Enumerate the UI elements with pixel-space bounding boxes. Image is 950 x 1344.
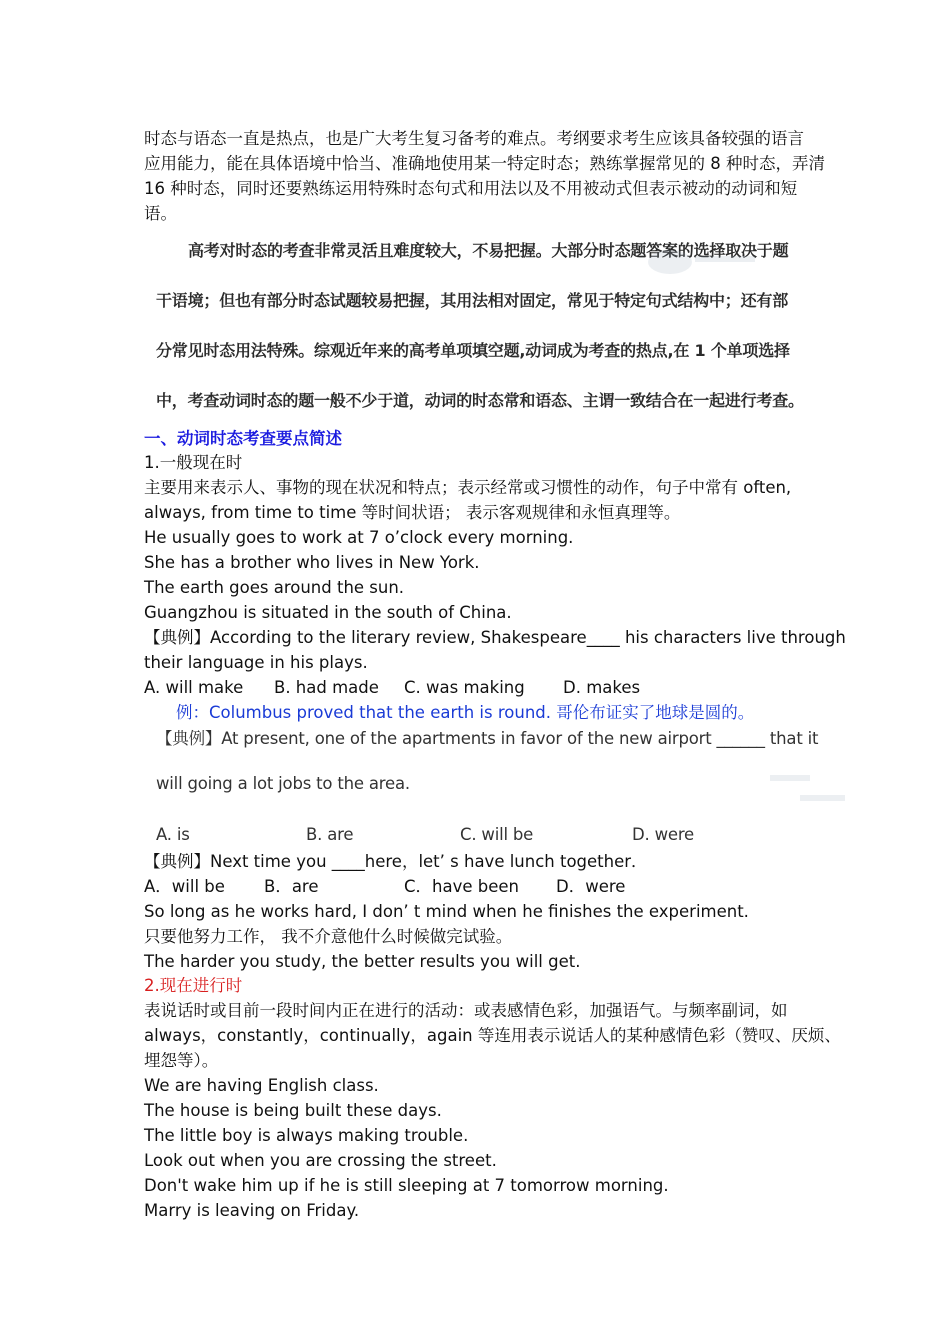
s1-example-6: The harder you study, the better results you will get. — [144, 952, 581, 971]
scan-option-b: B. are — [306, 825, 354, 844]
s2-example-4: Look out when you are crossing the street. — [144, 1151, 497, 1170]
question-3-option-d: D．were — [556, 877, 626, 896]
intro-line-2: 应用能力，能在具体语境中恰当、准确地使用某一特定时态；熟练掌握常见的 8 种时态，弄清 — [144, 154, 825, 173]
s2-example-5: Don't wake him up if he is still sleeping at 7 tomorrow morning. — [144, 1176, 669, 1195]
question-1-line-1: 【典例】According to the literary review, Shakespeare____ his characters live through — [144, 628, 846, 647]
intro-line-1: 时态与语态一直是热点，也是广大考生复习备考的难点。考纲要求考生应该具备较强的语言 — [144, 129, 804, 148]
s2-desc-line-2: always，constantly，continually，again 等连用表示说话人的某种感情色彩（赞叹、厌烦、 — [144, 1026, 841, 1045]
question-1-option-d: D. makes — [563, 678, 641, 697]
subsection-title-1: 1.一般现在时 — [144, 453, 243, 472]
s1-example-3: The earth goes around the sun. — [144, 578, 405, 597]
question-1-option-a: A. will make — [144, 678, 244, 697]
s1-example-2: She has a brother who lives in New York. — [144, 553, 480, 572]
s1-example-5: So long as he works hard, I don’ t mind when he finishes the experiment. — [144, 902, 749, 921]
intro-line-4: 语。 — [144, 204, 177, 223]
scan-text-line-1: 高考对时态的考查非常灵活且难度较大，不易把握。大部分时态题答案的选择取决于题 — [188, 241, 789, 260]
subsection-title-2: 2.现在进行时 — [144, 976, 243, 995]
question-1-option-b: B. had made — [274, 678, 379, 697]
s2-example-1: We are having English class. — [144, 1076, 379, 1095]
question-1-line-2: their language in his plays. — [144, 653, 368, 672]
scan-text-line-2: 干语境；但也有部分时态试题较易把握，其用法相对固定，常见于特定句式结构中；还有部 — [156, 291, 789, 310]
question-3-option-b: B．are — [264, 877, 319, 896]
intro-line-3: 16 种时态，同时还要熟练运用特殊时态句式和用法以及不用被动式但表示被动的动词和短 — [144, 179, 798, 198]
question-3: 【典例】Next time you ____here，let’ s have lunch together． — [144, 852, 648, 871]
scan-option-c: C. will be — [460, 825, 534, 844]
s2-desc-line-1: 表说话时或目前一段时间内正在进行的活动：或表感情色彩，加强语气。与频率副词，如 — [144, 1001, 788, 1020]
s1-desc-line-2: always, from time to time 等时间状语； 表示客观规律和永恒真理等。 — [144, 503, 681, 522]
blue-example: 例：Columbus proved that the earth is round. 哥伦布证实了地球是圆的。 — [176, 703, 755, 722]
scan-question-line-1: 【典例】At present, one of the apartments in favor of the new airport ______ that it — [156, 729, 819, 748]
s1-example-4: Guangzhou is situated in the south of China. — [144, 603, 512, 622]
question-3-option-c: C．have been — [404, 877, 519, 896]
s1-desc-line-1: 主要用来表示人、事物的现在状况和特点；表示经常或习惯性的动作，句子中常有 often, — [144, 478, 792, 497]
scan-option-a: A. is — [156, 825, 190, 844]
s1-example-5-translation: 只要他努力工作， 我不介意他什么时候做完试验。 — [144, 927, 513, 946]
s2-example-3: The little boy is always making trouble. — [144, 1126, 469, 1145]
section-title: 一、动词时态考查要点简述 — [144, 429, 342, 448]
scan-option-d: D. were — [632, 825, 695, 844]
scan-text-line-4: 中，考查动词时态的题一般不少于道，动词的时态常和语态、主谓一致结合在一起进行考查。 — [156, 391, 804, 410]
s2-example-2: The house is being built these days. — [144, 1101, 442, 1120]
watermark-stamp — [770, 765, 850, 815]
question-3-option-a: A．will be — [144, 877, 225, 896]
s1-example-1: He usually goes to work at 7 o’clock every morning. — [144, 528, 574, 547]
s2-desc-line-3: 埋怨等）。 — [144, 1051, 219, 1070]
scan-text-line-3: 分常见时态用法特殊。综观近年来的高考单项填空题,动词成为考查的热点,在 1 个单项选择 — [156, 341, 790, 360]
scan-question-line-2: will going a lot jobs to the area. — [156, 774, 410, 793]
s2-example-6: Marry is leaving on Friday. — [144, 1201, 360, 1220]
watermark-logo — [640, 242, 760, 282]
question-1-option-c: C. was making — [404, 678, 525, 697]
